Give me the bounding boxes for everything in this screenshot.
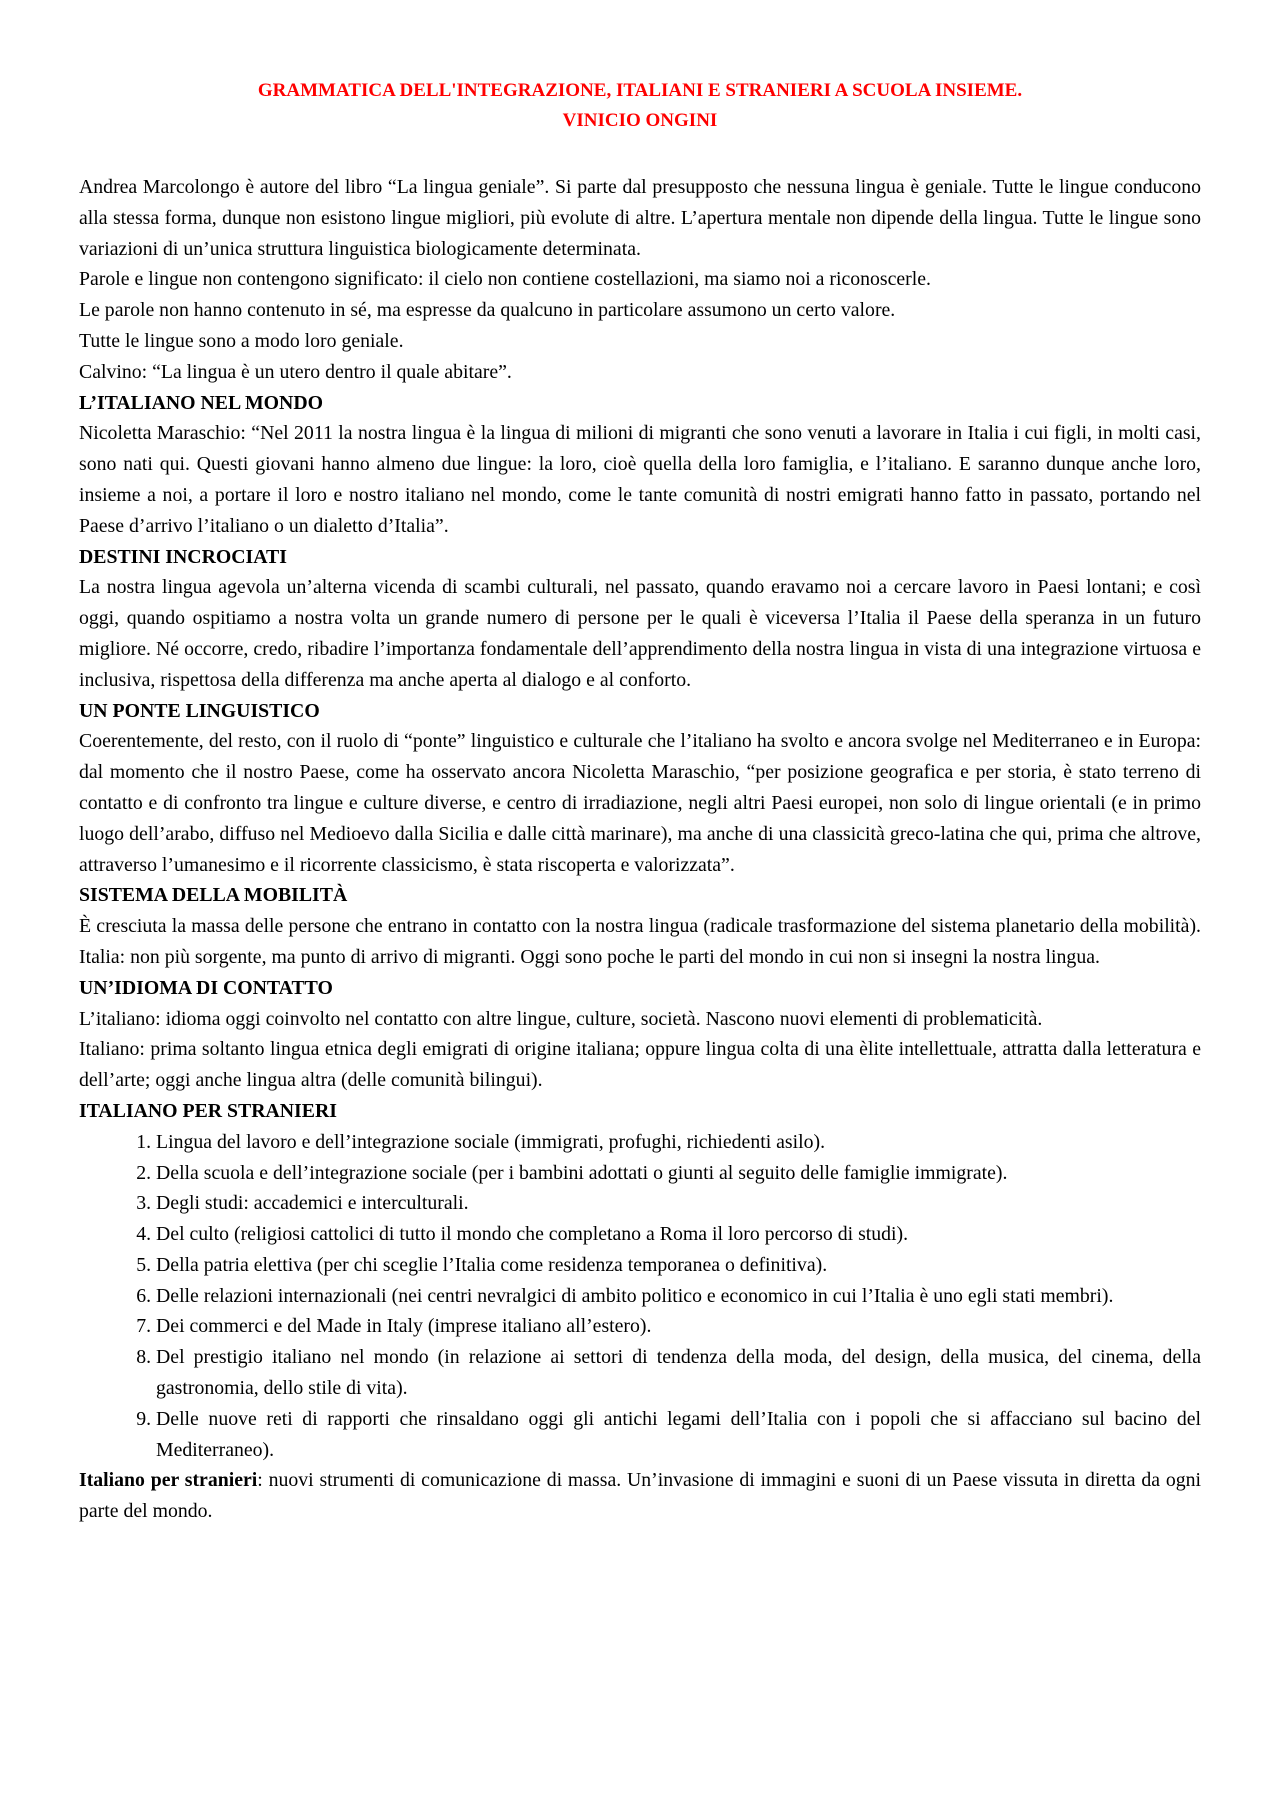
section-heading-italiano-nel-mondo: L’ITALIANO NEL MONDO (79, 391, 324, 414)
list-item: 6. Delle relazioni internazionali (nei centri nevralgici di ambito politico e economico in cui l’Italia è uno egli stati membri). (156, 1281, 1201, 1312)
closing-lead: Italiano per stranieri (79, 1469, 258, 1492)
intro-paragraph: Tutte le lingue sono a modo loro geniale. (79, 329, 404, 352)
list-item: 4. Del culto (religiosi cattolici di tutto il mondo che completano a Roma il loro percorso di studi). (156, 1219, 1201, 1250)
closing-paragraph (79, 1465, 1201, 1527)
list-item: 2. Della scuola e dell’integrazione sociale (per i bambini adottati o giunti al seguito delle famiglie immigrate). (156, 1158, 1201, 1189)
intro-paragraph: Andrea Marcolongo è autore del libro “La lingua geniale”. Si parte dal presupposto che nessuna lingua è geniale. Tutte le lingue conducono alla stessa forma, dunque non esistono lingue migliori, più evolute di altre. L’apertura mentale non dipende della lingua. Tutte le lingue sono variazioni di un’unica struttura linguistica biologicamente determinata. (79, 176, 1201, 260)
section-heading-destini-incrociati: DESTINI INCROCIATI (79, 545, 287, 568)
document-title (79, 76, 1201, 136)
section-paragraph: L’italiano: idioma oggi coinvolto nel contatto con altre lingue, culture, società. Nascono nuovi elementi di problematicità. (79, 1007, 1043, 1030)
document-body (79, 172, 1201, 1527)
section-paragraph: È cresciuta la massa delle persone che entrano in contatto con la nostra lingua (radicale trasformazione del sistema planetario della mobilità). Italia: non più sorgente, ma punto di arrivo di migranti. Oggi sono poche le parti del mondo in cui non si insegni la nostra lingua. (79, 915, 1201, 968)
title-line-2-author: VINICIO ONGINI (562, 110, 718, 131)
intro-paragraph: Parole e lingue non contengono significato: il cielo non contiene costellazioni, ma siamo noi a riconoscerle. (79, 268, 931, 291)
section-heading-ponte-linguistico: UN PONTE LINGUISTICO (79, 699, 320, 722)
list-item: 5. Della patria elettiva (per chi sceglie l’Italia come residenza temporanea o definitiva). (156, 1250, 1201, 1281)
section-heading-sistema-mobilita: SISTEMA DELLA MOBILITÀ (79, 884, 348, 907)
section-paragraph: Italiano: prima soltanto lingua etnica degli emigrati di origine italiana; oppure lingua colta di una èlite intellettuale, attratta dalla letteratura e dell’arte; oggi anche lingua altra (delle comunità bilingui). (79, 1038, 1201, 1092)
list-item: 9. Delle nuove reti di rapporti che rinsaldano oggi gli antichi legami dell’Italia con i popoli che si affacciano sul bacino del Mediterraneo). (156, 1404, 1201, 1466)
intro-paragraph: Calvino: “La lingua è un utero dentro il quale abitare”. (79, 360, 512, 383)
list-item: 7. Dei commerci e del Made in Italy (imprese italiano all’estero). (156, 1311, 1201, 1342)
section-heading-italiano-stranieri: ITALIANO PER STRANIERI (79, 1099, 337, 1122)
section-paragraph: Nicoletta Maraschio: “Nel 2011 la nostra lingua è la lingua di milioni di migranti che sono venuti a lavorare in Italia i cui figli, in molti casi, sono nati qui. Questi giovani hanno almeno due lingue: la loro, cioè quella della loro famiglia, e l’italiano. E saranno dunque anche loro, insieme a noi, a portare il loro e nostro italiano nel mondo, come le tante comunità di nostri emigrati hanno fatto in passato, portando nel Paese d’arrivo l’italiano o un dialetto d’Italia”. (79, 422, 1201, 537)
intro-paragraph: Le parole non hanno contenuto in sé, ma espresse da qualcuno in particolare assumono un certo valore. (79, 299, 896, 322)
section-paragraph: La nostra lingua agevola un’alterna vicenda di scambi culturali, nel passato, quando eravamo noi a cercare lavoro in Paesi lontani; e così oggi, quando ospitiamo a nostra volta un grande numero di persone per le quali è viceversa l’Italia il Paese della speranza in un futuro migliore. Né occorre, credo, ribadire l’importanza fondamentale dell’apprendimento della nostra lingua in vista di una integrazione virtuosa e inclusiva, rispettosa della differenza ma anche aperta al dialogo e al conforto. (79, 576, 1201, 691)
closing-text: : nuovi strumenti di comunicazione di massa. Un’invasione di immagini e suoni di un Paese vissuta in diretta da ogni parte del mondo. (79, 1469, 1201, 1523)
numbered-list (79, 1127, 1201, 1466)
section-paragraph: Coerentemente, del resto, con il ruolo di “ponte” linguistico e culturale che l’italiano ha svolto e ancora svolge nel Mediterraneo e in Europa: dal momento che il nostro Paese, come ha osservato ancora Nicoletta Maraschio, “per posizione geografica e per storia, è stato terreno di contatto e di confronto tra lingue e culture diverse, e centro di irradiazione, negli altri Paesi europei, non solo di lingue orientali (e in primo luogo dell’arabo, diffuso nel Medioevo dalla Sicilia e dalle città marinare), ma anche di una classicità greco-latina che qui, prima che altrove, attraverso l’umanesimo e il ricorrente classicismo, è stata riscoperta e valorizzata”. (79, 730, 1201, 876)
section-heading-idioma-contatto: UN’IDIOMA DI CONTATTO (79, 976, 333, 999)
list-item: 1. Lingua del lavoro e dell’integrazione sociale (immigrati, profughi, richiedenti asilo). (156, 1127, 1201, 1158)
list-item: 3. Degli studi: accademici e interculturali. (156, 1188, 1201, 1219)
title-line-1: GRAMMATICA DELL'INTEGRAZIONE, ITALIANI E STRANIERI A SCUOLA INSIEME. (257, 80, 1023, 101)
list-item: 8. Del prestigio italiano nel mondo (in relazione ai settori di tendenza della moda, del design, della musica, del cinema, della gastronomia, dello stile di vita). (156, 1342, 1201, 1404)
